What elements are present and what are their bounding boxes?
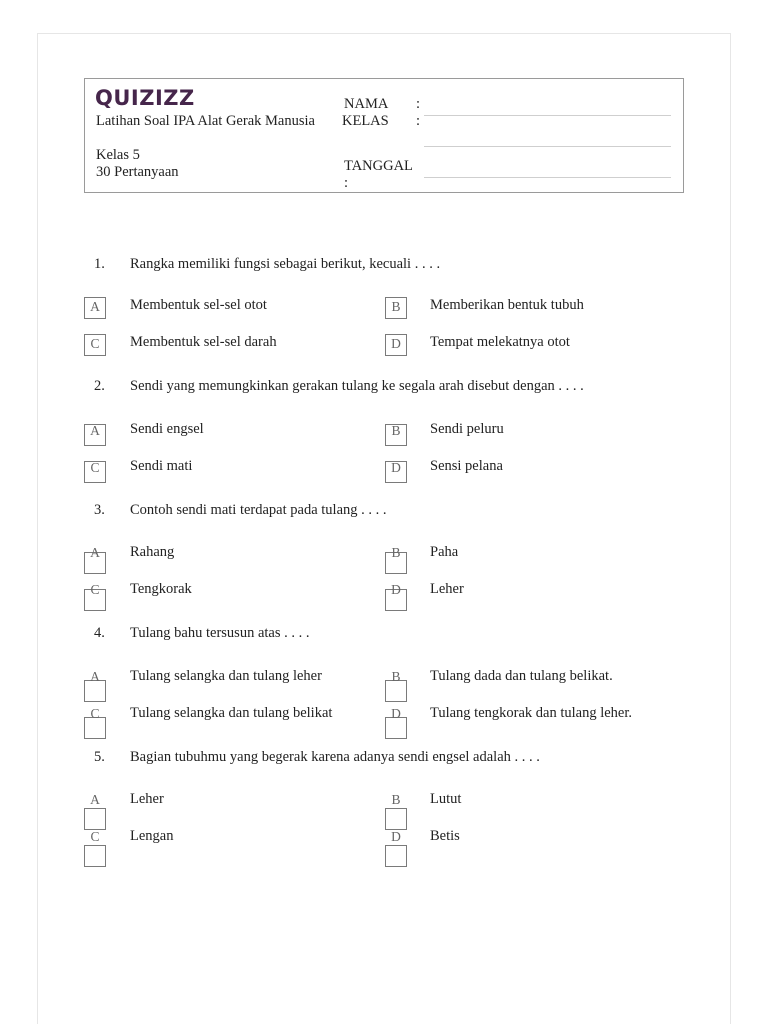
nama-colon: : xyxy=(416,96,421,112)
question-number: 4. xyxy=(94,625,105,641)
option-letter: A xyxy=(90,545,100,560)
kelas-colon: : xyxy=(416,113,421,129)
option-letter: B xyxy=(391,669,401,684)
question-text: Contoh sendi mati terdapat pada tulang . . . . xyxy=(130,502,387,518)
option-letter: D xyxy=(391,460,401,475)
question-text: Sendi yang memungkinkan gerakan tulang ke segala arah disebut dengan . . . . xyxy=(130,378,584,394)
option-letter: B xyxy=(391,299,401,314)
option-letter: A xyxy=(90,423,100,438)
option-text: Memberikan bentuk tubuh xyxy=(430,297,584,313)
option-letter: C xyxy=(90,706,100,721)
option-text: Sensi pelana xyxy=(430,458,503,474)
nama-label: NAMA xyxy=(344,96,389,112)
option-text: Sendi peluru xyxy=(430,421,504,437)
question-number: 3. xyxy=(94,502,105,518)
option-d-checkbox[interactable] xyxy=(385,845,407,867)
quiz-question-count: 30 Pertanyaan xyxy=(96,164,179,180)
option-text: Leher xyxy=(430,581,464,597)
option-text: Rahang xyxy=(130,544,175,560)
kelas-line xyxy=(424,146,671,147)
option-a-checkbox[interactable] xyxy=(84,808,106,830)
option-letter: D xyxy=(391,829,401,844)
option-text: Lutut xyxy=(430,791,462,807)
nama-line xyxy=(424,115,671,116)
option-letter: C xyxy=(90,336,100,351)
question-text: Rangka memiliki fungsi sebagai berikut, kecuali . . . . xyxy=(130,256,441,272)
option-letter: D xyxy=(391,582,401,597)
option-letter: B xyxy=(391,423,401,438)
option-text: Leher xyxy=(130,791,164,807)
option-letter: C xyxy=(90,829,100,844)
option-letter: B xyxy=(391,545,401,560)
option-text: Membentuk sel-sel otot xyxy=(130,297,267,313)
question-text: Bagian tubuhmu yang begerak karena adanya sendi engsel adalah . . . . xyxy=(130,749,540,765)
option-text: Betis xyxy=(430,828,460,844)
option-letter: D xyxy=(391,706,401,721)
option-c-checkbox[interactable] xyxy=(84,845,106,867)
option-b-checkbox[interactable] xyxy=(385,808,407,830)
question-number: 2. xyxy=(94,378,105,394)
option-text: Paha xyxy=(430,544,459,560)
option-text: Sendi mati xyxy=(130,458,193,474)
question-number: 1. xyxy=(94,256,105,272)
option-text: Tulang dada dan tulang belikat. xyxy=(430,668,613,684)
tanggal-line xyxy=(424,177,671,178)
quizizz-logo: QUIZIZZ xyxy=(95,86,195,110)
tanggal-colon: : xyxy=(344,175,349,191)
option-letter: D xyxy=(391,336,401,351)
option-letter: C xyxy=(90,582,100,597)
tanggal-label: TANGGAL xyxy=(344,158,413,174)
option-text: Tempat melekatnya otot xyxy=(430,334,570,350)
question-number: 5. xyxy=(94,749,105,765)
kelas-label: KELAS xyxy=(342,113,389,129)
option-text: Tulang tengkorak dan tulang leher. xyxy=(430,705,633,721)
quiz-grade: Kelas 5 xyxy=(96,147,140,163)
option-text: Sendi engsel xyxy=(130,421,204,437)
option-letter: B xyxy=(391,792,401,807)
option-letter: C xyxy=(90,460,100,475)
option-text: Lengan xyxy=(130,828,174,844)
option-text: Membentuk sel-sel darah xyxy=(130,334,277,350)
question-text: Tulang bahu tersusun atas . . . . xyxy=(130,625,310,641)
option-letter: A xyxy=(90,792,100,807)
option-text: Tulang selangka dan tulang belikat xyxy=(130,705,333,721)
option-text: Tengkorak xyxy=(130,581,192,597)
option-letter: A xyxy=(90,669,100,684)
option-text: Tulang selangka dan tulang leher xyxy=(130,668,322,684)
option-letter: A xyxy=(90,299,100,314)
quiz-title: Latihan Soal IPA Alat Gerak Manusia xyxy=(96,113,315,129)
